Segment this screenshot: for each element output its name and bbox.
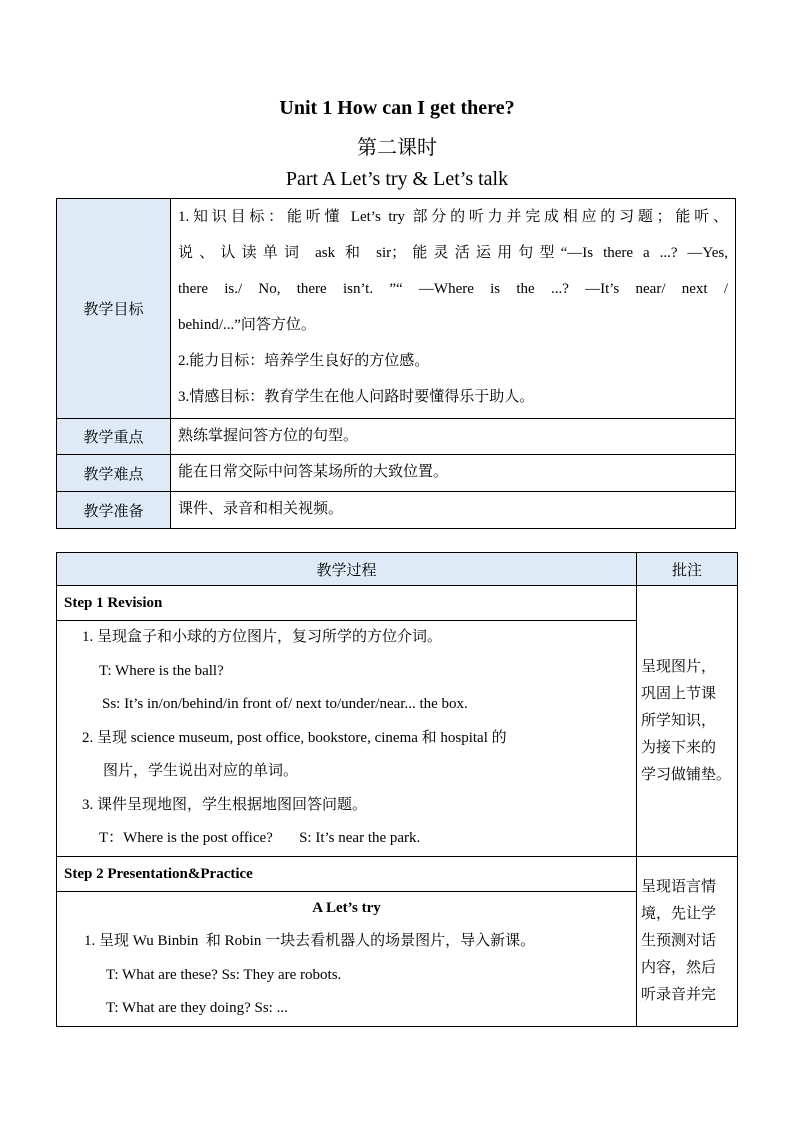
step2-title: Step 2 Presentation&Practice [57,856,637,891]
note-line: 所学知识， [641,711,717,730]
step1-line: 图片，学生说出对应的单词。 [103,763,299,779]
lesson-info-table [56,198,736,529]
objectives-content [171,199,736,419]
step2-line: 1. 呈现 Wu Binbin 和 Robin 一块去看机器人的场景图片，导入新课。 [84,933,536,949]
step1-line: T：Where is the post office? S: It’s near the park. [99,830,421,846]
key-points-content: 熟练掌握问答方位的句型。 [171,419,736,455]
step2-line: T: What are these? Ss: They are robots. [106,966,342,983]
note-line: 境，先让学 [641,903,717,922]
note-line: 内容，然后 [641,957,717,976]
objective-line: behind/...”问答方位。 [178,317,316,333]
step2-title-row [57,856,738,891]
teaching-process-table [56,552,738,1027]
note-line: 为接下来的 [641,738,717,757]
difficult-points-label: 教学难点 [57,455,171,492]
note-line: 巩固上节课 [641,684,717,703]
objectives-row [57,199,736,419]
key-points-row [57,419,736,455]
objective-line: there is./ No, there isn’t. ”“ —Where is the ...? —It’s near/ next / [178,281,728,297]
step2-subtitle: A Let’s try [312,899,381,916]
step1-line: Ss: It’s in/on/behind/in front of/ next to/under/near... the box. [102,696,468,712]
step1-note [637,586,738,857]
process-header-row [57,553,738,586]
step1-content-row [57,621,738,857]
process-header: 教学过程 [57,553,637,586]
objective-line: 3.情感目标：教育学生在他人问路时要懂得乐于助人。 [178,389,535,405]
step2-line: T: What are they doing? Ss: ... [106,1000,288,1016]
note-line: 呈现语言情 [641,876,717,895]
step1-line: 2. 呈现 science museum, post office, bookstore, cinema 和 hospital 的 [82,729,507,746]
preparation-label: 教学准备 [57,492,171,529]
step1-title: Step 1 Revision [57,586,637,621]
preparation-row [57,492,736,529]
lesson-number: 第二课时 [357,135,437,159]
step1-line: 3. 课件呈现地图，学生根据地图回答问题。 [82,796,368,813]
note-line: 听录音并完 [641,984,717,1003]
step1-title-row [57,586,738,621]
objective-line: 1.知识目标：能听懂 Let’s try 部分的听力并完成相应的习题；能听、 [178,209,728,225]
step1-line: T: Where is the ball? [99,662,224,679]
objectives-label: 教学目标 [57,199,171,419]
unit-title: Unit 1 How can I get there? [279,97,515,119]
difficult-points-row [57,455,736,492]
step1-line: 1. 呈现盒子和小球的方位图片，复习所学的方位介词。 [82,629,443,645]
objective-line: 说、认读单词 ask 和 sir；能灵活运用句型“—Is there a ...? —Yes, [178,245,728,261]
step2-content-row [57,891,738,1026]
part-title: Part A Let’s try & Let’s talk [285,168,509,190]
step2-note [637,856,738,1026]
key-points-label: 教学重点 [57,419,171,455]
objective-line: 2.能力目标：培养学生良好的方位感。 [178,353,430,369]
note-line: 呈现图片， [641,657,717,676]
step2-content [57,891,637,1026]
difficult-points-content: 能在日常交际中问答某场所的大致位置。 [171,455,736,492]
preparation-content: 课件、录音和相关视频。 [171,492,736,529]
note-line: 生预测对话 [641,930,717,949]
notes-header: 批注 [637,553,738,586]
note-line: 学习做铺垫。 [641,765,732,784]
step1-content [57,621,637,857]
